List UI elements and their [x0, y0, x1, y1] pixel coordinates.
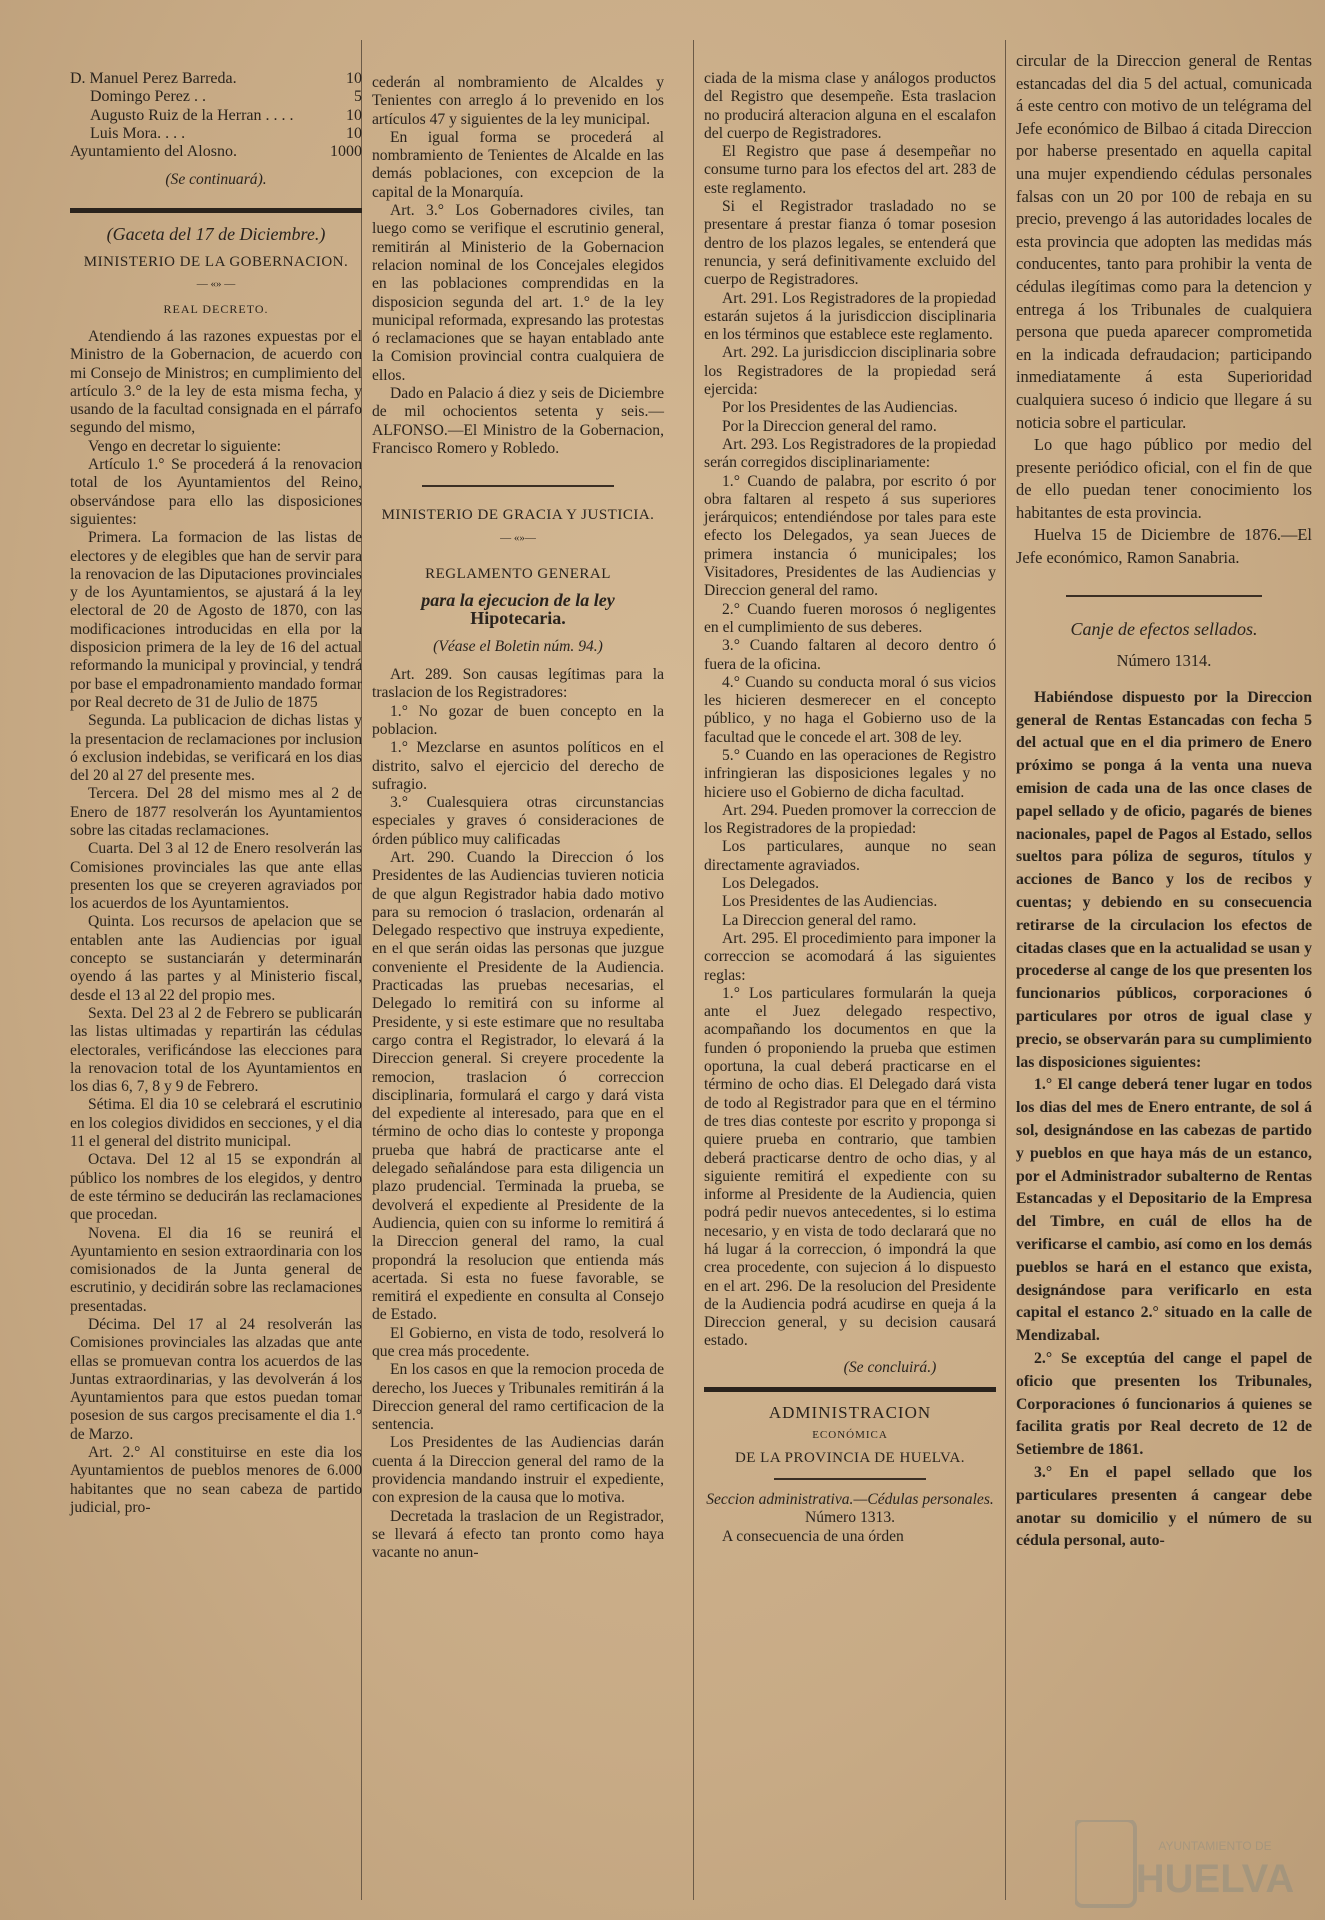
paragraph: Los Delegados. [722, 875, 820, 893]
decree-body [70, 328, 362, 1517]
paragraph: Habiéndose dispuesto por la Direccion general de Rentas Estancadas con fecha 5 del actual que en el dia primero de Enero próximo se ponga á la venta una nueva emision de cada una de las once clases de papel sellado y de oficio, pagarés de bienes nacionales, papel de Pagos al Estado, sellos sueltos para póliza de seguros, títulos y acciones de Banco y los de recibos y cuentas; y debiendo en su consecuencia retirarse de la circulacion los efectos de citadas clases que en la actualidad se usan y procederse al cange de los que presenten los funcionarios públicos, corporaciones ó particulares por otros de igual clase y precio, se observarán para su cumplimiento las disposiciones siguientes: [1016, 688, 1312, 1071]
ornament: — «» — [196, 278, 236, 291]
section-rule [704, 1387, 996, 1392]
see-bulletin: (Véase el Boletin núm. 94.) [433, 637, 603, 655]
donation-list [70, 70, 362, 161]
paragraph: 1.° El cange deberá tener lugar en todos los dias del mes de Enero entrante, de sol á sol, designándose en las cabezas de partido y pueblos en que haya más de un estanco, por el Administrador subalterno de Rentas Estancadas y el Depositario de la Empresa del Timbre, en cuál de ellos ha de verificarse el cambio, así como en los demás pueblos se hará en el estanco que exista, designándose para verificarlo en esta capital el estanco 2.° situado en la calle de Mendizabal. [1016, 1076, 1312, 1345]
paragraph: El Registro que pase á desempeñar no consume turno para los efectos del art. 283 de este reglamento. [704, 143, 996, 197]
paragraph: Sétima. El dia 10 se celebrará el escrutinio en los colegios divididos en secciones, y el dia 11 el general del distrito municipal. [70, 1096, 362, 1151]
separator-rule [774, 1477, 926, 1481]
signature-paragraph: Dado en Palacio á diez y seis de Diciembre de mil ochocientos setenta y seis.—ALFONSO.—El Ministro de la Gobernacion, Francisco Romero y Robledo. [372, 385, 664, 457]
paragraph: Tercera. Del 28 del mismo mes al 2 de Enero de 1877 resolverán los Ayuntamientos sobre las citadas reclamaciones. [70, 785, 362, 839]
paragraph: Art. 293. Los Registradores de la propiedad serán corregidos disciplinariamente: [704, 435, 996, 472]
paragraph: El Gobierno, en vista de todo, resolverá lo que crea más procedente. [372, 1324, 664, 1360]
column-2 [372, 74, 664, 1563]
paragraph: Por los Presidentes de las Audiencias. [722, 399, 958, 417]
paragraph: Segunda. La publicacion de dichas listas y la presentacion de reclamaciones por inclusion ó exclusion indebidas, se verificará en los dias del 20 al 27 del presente mes. [70, 712, 362, 785]
seal-subtext: AYUNTAMIENTO DE [1158, 1839, 1272, 1853]
paragraph: 2.° Cuando fueren morosos ó negligentes en el cumplimiento de sus deberes. [704, 600, 996, 636]
paragraph: A consecuencia de una órden [722, 1527, 904, 1545]
admin-subtitle: ECONÓMICA [812, 1429, 888, 1442]
separator-rule [1066, 594, 1262, 598]
paragraph: Octava. Del 12 al 15 se expondrán al público los nombres de los elegidos, y dentro de este término se deducirán las reclamaciones que procedan. [70, 1151, 362, 1224]
paragraph: 1.° Cuando de palabra, por escrito ó por obra faltaren al respeto á sus superiores jerárquicos; entendiéndose por tales para este efecto los Delegados, ya sean Jueces de primera instancia ó municipales; los Visitadores, Presidentes de las Audiencias y Direccion general del ramo. [704, 472, 996, 600]
paragraph: circular de la Direccion general de Rentas estancadas del dia 5 del actual, comunicada á este centro con motivo de un telégrama del Jefe económico de Bilbao á citada Direccion por haberse presentado en aquella capital una mujer expendiendo cédulas personales falsas con un 20 por 100 de rebaja en su precio, prevengo á las autoridades locales de esta provincia que adopten las medidas más conducentes, tanto para prohibir la venta de cédulas ilegítimas como para la detencion y entrega á los Tribunales de cualquiera persona que pueda aparecer comprometida en la indicada defraudacion; participando inmediatamente á esta Superioridad cualquiera suceso ó indicio que llegare á su noticia sobre el particular. [1016, 51, 1312, 432]
canje-body [1016, 687, 1312, 1553]
column-4 [1016, 50, 1312, 1553]
paragraph: Por la Direccion general del ramo. [722, 417, 937, 435]
column-3 [704, 70, 996, 1546]
paragraph: Art. 292. La jurisdiccion disciplinaria sobre los Registradores de la propiedad será ejercida: [704, 344, 996, 399]
section-title: Seccion administrativa.—Cédulas personales. [706, 1490, 994, 1508]
ministry-heading: MINISTERIO DE GRACIA Y JUSTICIA. [381, 507, 655, 524]
paragraph: Los Presidentes de las Audiencias. [722, 893, 938, 911]
paragraph: 1.° Mezclarse en asuntos políticos en el distrito, salvo el ejercicio del derecho de sufragio. [372, 739, 664, 793]
column-rule [1005, 40, 1006, 1900]
paragraph: Art. 291. Los Registradores de la propiedad estarán sujetos á la jurisdiccion disciplinaria en los términos que establece este reglamento. [704, 289, 996, 344]
ornament: — «»— [500, 531, 536, 544]
admin-title: ADMINISTRACION [768, 1403, 932, 1423]
paragraph: 3.° Cualesquiera otras circunstancias especiales y graves ó consideraciones de órden público muy calificadas [372, 794, 664, 848]
paragraph: Art. 295. El procedimiento para imponer la correccion se acomodará á las siguientes reglas: [704, 929, 996, 984]
donation-row: D. Manuel Perez Barreda. 10 [70, 70, 362, 87]
section-number: Número 1313. [804, 1509, 896, 1527]
paragraph: Art. 294. Pueden promover la correccion de los Registradores de la propiedad: [704, 801, 996, 838]
paragraph: 3.° En el papel sellado que los particulares presenten á cangear debe anotar su domicilio y el número de su cédula personal, auto- [1016, 1463, 1312, 1550]
paragraph: Atendiendo á las razones expuestas por el Ministro de la Gobernacion, de acuerdo con mi Consejo de Ministros; en cumplimiento del artículo 3.° de la ley de esta misma fecha, y usando de la facultad consignada en el párrafo segundo del mismo, [70, 327, 362, 437]
paragraph: Art. 2.° Al constituirse en este dia los Ayuntamientos de pueblos menores de 6.000 habitantes que no sean cabeza de partido judicial, pro- [70, 1444, 362, 1516]
donation-row: Ayuntamiento del Alosno. 1000 [70, 143, 362, 161]
archive-watermark [1075, 1820, 1305, 1910]
signature-paragraph: Huelva 15 de Diciembre de 1876.—El Jefe económico, Ramon Sanabria. [1016, 525, 1312, 568]
paragraph: En los casos en que la remocion proceda de derecho, los Jueces y Tribunales remitirán á la Direccion general del ramo certificacion de la sentencia. [372, 1361, 664, 1434]
paragraph: Los particulares, aunque no sean directamente agraviados. [704, 838, 996, 874]
paragraph: Art. 3.° Los Gobernadores civiles, tan luego como se verifique el escrutinio general, remitirán al Ministerio de la Gobernacion relacion nominal de los Concejales elegidos en las poblaciones comprendidas en la disposicion segunda del art. 1.° de la ley municipal reformada, expresando las protestas ó reclamaciones que se hayan entablado ante la Comision provincial contra cualquiera de ellos. [372, 202, 664, 384]
admin-province: DE LA PROVINCIA DE HUELVA. [734, 1449, 966, 1466]
canje-number: Número 1314. [1116, 651, 1212, 671]
donation-row: Domingo Perez . . 5 [90, 88, 362, 106]
paragraph: Los Presidentes de las Audiencias darán cuenta á la Direccion general del ramo de la providencia mandando instruir el expediente, con expresion de la causa que lo motiva. [372, 1434, 664, 1507]
paragraph: ciada de la misma clase y análogos productos del Registro que desempeñe. Esta traslacion no producirá alteracion alguna en el escalafon del cuerpo de Registradores. [704, 70, 996, 142]
column-rule [693, 40, 694, 1900]
paragraph: Art. 289. Son causas legítimas para la traslacion de los Registradores: [372, 666, 664, 702]
paragraph: 3.° Cuando faltaren al decoro dentro ó fuera de la oficina. [704, 637, 996, 673]
concluira-note: (Se concluirá.) [843, 1358, 937, 1376]
regulation-title: REGLAMENTO GENERAL [425, 565, 611, 582]
paragraph: Sexta. Del 23 al 2 de Febrero se publicarán las listas ultimadas y repartirán las cédulas electorales, verificándose las elecciones para la renovacion total de los Ayuntamientos en los dias 6, 7, 8 y 9 de Febrero. [70, 1004, 362, 1096]
paragraph: 4.° Cuando su conducta moral ó sus vicios les hicieren desmerecer en el concepto público, y no haga el Gobierno uso de la facultad que le concede el art. 308 de ley. [704, 673, 996, 746]
paragraph: Lo que hago público por medio del presente periódico oficial, con el fin de que de ello puedan tener conocimiento los habitantes de esta provincia. [1016, 435, 1312, 522]
canje-title: Canje de efectos sellados. [1070, 618, 1258, 639]
regulation-subtitle: para la ejecucion de la ley [421, 590, 615, 611]
column-1 [70, 70, 362, 1517]
paragraph: Primera. La formacion de las listas de electores y de elegibles que han de servir para la renovacion de las Diputaciones provinciales y de los Ayuntamientos, se ajustará á la ley electoral de 20 de Agosto de 1870, con las modificaciones introducidas en ella por la disposicion primera de la ley de 16 del actual reformando la municipal y provincial, y tendrá por base el empadronamiento mandado formar por Real decreto de 31 de Julio de 1875 [70, 529, 362, 711]
paragraph: Artículo 1.° Se procederá á la renovacion total de los Ayuntamientos del Reino, observándose para ello las disposiciones siguientes: [70, 456, 362, 528]
paragraph: 1.° No gozar de buen concepto en la poblacion. [372, 702, 664, 738]
gazette-source: (Gaceta del 17 de Diciembre.) [106, 223, 326, 244]
paragraph: 2.° Se exceptúa del cange el papel de oficio que presenten los Tribunales, Corporaciones ó funcionarios á quienes se facilita gratis por Real decreto de 12 de Setiembre de 1861. [1016, 1349, 1312, 1459]
paragraph: cederán al nombramiento de Alcaldes y Tenientes con arreglo á lo prevenido en los artículos 47 y siguientes de la ley municipal. [372, 74, 664, 128]
seal-text: HUELVA [1135, 1857, 1295, 1901]
paragraph: Art. 290. Cuando la Direccion ó los Presidentes de las Audiencias tuvieren noticia de que algun Registrador habia dado motivo para su remocion ó traslacion, ordenarán al Delegado respectivo que instruya expediente, en el que serán oidas las personas que juzgue conveniente el Presidente de la Audiencia. Practicadas las pruebas necesarias, el Delegado lo remitirá con su informe al Presidente, y si este estimare que no resultaba cargo contra el Registrador, lo elevará á la Direccion general. Si creyere procedente la remocion, traslacion ó correccion disciplinaria, formulará el cargo y dará vista del expediente al interesado, para que en el término de ocho dias lo conteste y proponga prueba que habrá de practicarse ante el delegado señalándose para esta diligencia un plazo prudencial. Terminada la prueba, se devolverá el expediente al Presidente de la Audiencia, quien con su informe lo remitirá á la Direccion general del ramo, la cual propondrá la resolucion que entienda más acertada. Si esta no fuese favorable, se remitirá el expediente en consulta al Consejo de Estado. [372, 848, 664, 1324]
donation-row: Luis Mora. . . . 10 [90, 124, 362, 142]
paragraph: Novena. El dia 16 se reunirá el Ayuntamiento en sesion extraordinaria con los comisionados de la Junta general de escrutinio, y decidirán sobre las reclamaciones presentadas. [70, 1224, 362, 1315]
paragraph: La Direccion general del ramo. [722, 911, 917, 929]
paragraph: 1.° Los particulares formularán la queja ante el Juez delegado respectivo, acompañando los documentos en que la funden ó proponiendo la prueba que estimen oportuna, la cual deberá practicarse en el término de ocho dias. El Delegado dará vista de todo al Registrador para que en el término de tres dias conteste por escrito y proponga si quiere prueba en contrario, que tambien deberá practicarse dentro de ocho dias, y al siguiente remitirá el expediente con su informe al Presidente de la Audiencia, quien podrá pedir nuevos antecedentes, si lo estima necesario, y en vista de todo declarará que no há lugar á la correccion, ó impondrá la que crea procedente, con sujecion á lo dispuesto en el art. 296. De la resolucion del Presidente de la Audiencia podrá acudirse en queja á la Direccion general, y su decision causará estado. [704, 984, 996, 1350]
ministry-heading: MINISTERIO DE LA GOBERNACION. [83, 254, 349, 271]
paragraph: Decretada la traslacion de un Registrador, se llevará á efecto tan pronto como haya vacante no anun- [372, 1507, 664, 1562]
paragraph: Si el Registrador trasladado no se presentare á prestar fianza ó tomar posesion dentro de los plazos legales, se entenderá que renuncia, y será definitivamente excluido del cuerpo de Registradores. [704, 198, 996, 289]
paragraph: Décima. Del 17 al 24 resolverán las Comisiones provinciales las alzadas que ante ellas se promuevan contra los acuerdos de las Juntas extraordinarias, y las devolverán á los Ayuntamientos para que estos puedan tomar posesion de sus cargos precisamente el dia 1.° de Marzo. [70, 1316, 362, 1443]
paragraph: 5.° Cuando en las operaciones de Registro infringieran las disposiciones legales y no hiciere uso el Gobierno de dicha facultad. [704, 746, 996, 801]
paragraph: En igual forma se procederá al nombramiento de Tenientes de Alcalde en las demás poblaciones, con excepcion de la capital de la Monarquía. [372, 128, 664, 201]
donation-row: Augusto Ruiz de la Herran . . . . 10 [90, 106, 362, 124]
section-rule [70, 208, 362, 213]
paragraph: Quinta. Los recursos de apelacion que se entablen ante las Audiencias por igual concepto se sustanciarán y determinarán oyendo á las partes y al Ministerio fiscal, desde el 13 al 22 del propio mes. [70, 913, 362, 1004]
regulation-subtitle: Hipotecaria. [470, 608, 566, 629]
paragraph: Cuarta. Del 3 al 12 de Enero resolverán las Comisiones provinciales las que ante ellas presenten los que se creyeren agraviados por los acuerdos de los Ayuntamientos. [70, 840, 362, 913]
paragraph: Vengo en decretar lo siguiente: [88, 437, 282, 455]
separator-rule [422, 484, 614, 488]
continues-note: (Se continuará). [165, 171, 267, 189]
decree-label: REAL DECRETO. [163, 301, 269, 316]
